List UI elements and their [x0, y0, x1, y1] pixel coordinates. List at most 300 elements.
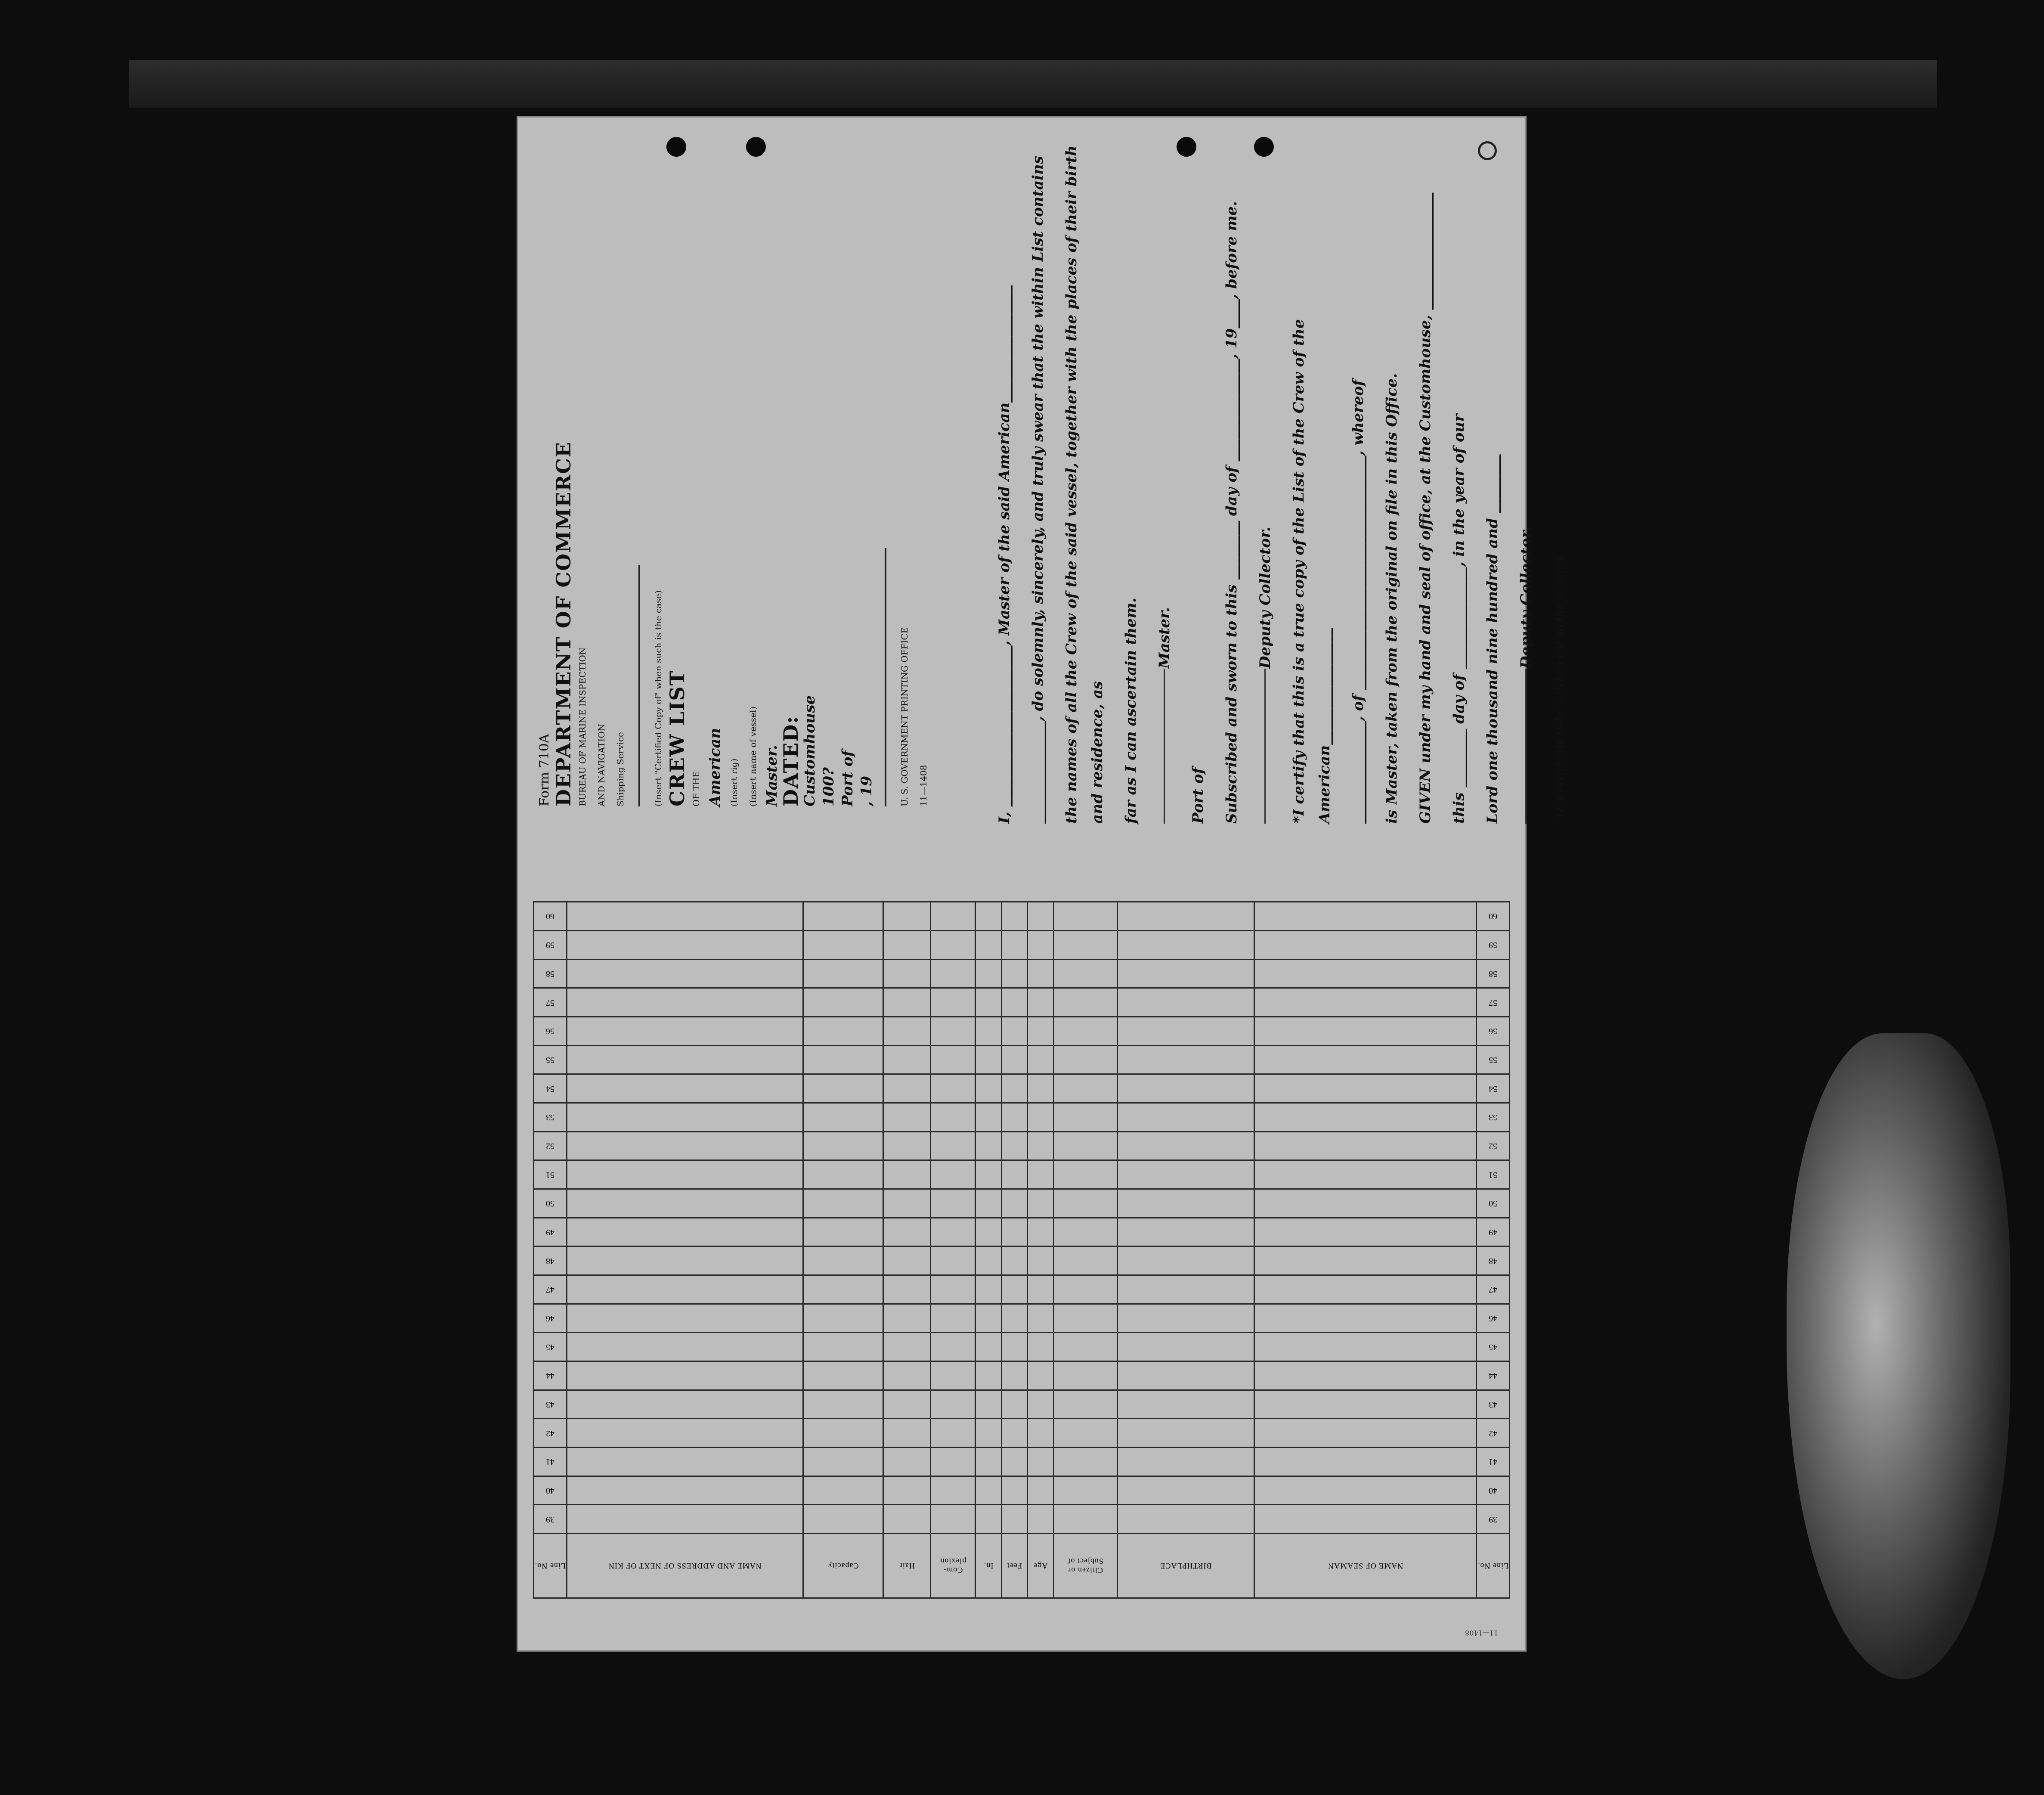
- table-cell: [883, 1275, 931, 1304]
- table-cell: [883, 959, 931, 988]
- table-cell: [883, 1074, 931, 1103]
- table-cell: [1028, 1045, 1053, 1074]
- table-cell: [1053, 959, 1117, 988]
- table-cell: [976, 1419, 1001, 1448]
- line-number: 46: [1477, 1304, 1510, 1333]
- table-cell: [567, 1074, 803, 1103]
- table-cell: [883, 1447, 931, 1476]
- table-cell: [976, 1074, 1001, 1103]
- line-number: 47: [534, 1275, 567, 1304]
- line-number: 53: [1477, 1103, 1510, 1132]
- table-cell: [883, 1333, 931, 1361]
- table-cell: [1001, 1189, 1027, 1218]
- table-cell: [931, 1419, 976, 1448]
- table-cell: [931, 1246, 976, 1275]
- table-cell: [1254, 1505, 1477, 1534]
- vessel-note: (Insert name of vessel): [748, 706, 758, 806]
- table-cell: [1117, 1132, 1254, 1160]
- line-number: 48: [534, 1246, 567, 1275]
- table-row: [534, 1304, 1510, 1333]
- table-cell: [976, 1304, 1001, 1333]
- table-cell: [803, 1333, 883, 1361]
- table-cell: [1001, 930, 1027, 959]
- line-number: 43: [534, 1390, 567, 1419]
- table-cell: [883, 1132, 931, 1160]
- table-cell: [567, 1390, 803, 1419]
- table-cell: [1001, 1447, 1027, 1476]
- table-row: [534, 902, 1510, 931]
- line-number: 59: [1477, 930, 1510, 959]
- header-line-no-right: Line No.: [534, 1534, 567, 1598]
- table-cell: [1001, 1246, 1027, 1275]
- header-hair: Hair: [883, 1534, 931, 1598]
- table-cell: [1254, 902, 1477, 931]
- given-line: Lord one thousand nine hundred and ________: [1484, 454, 1501, 824]
- handwritten-mark: 100?: [820, 767, 837, 806]
- table-cell: [976, 1390, 1001, 1419]
- bureau-line: BUREAU OF MARINE INSPECTION: [577, 647, 588, 806]
- table-cell: [567, 1419, 803, 1448]
- table-cell: [1254, 1132, 1477, 1160]
- table-cell: [1053, 1476, 1117, 1505]
- deputy-collector-label: Deputy Collector.: [1257, 527, 1274, 669]
- master-label: Master.: [763, 745, 780, 806]
- header-line-no: Line No.: [1477, 1534, 1510, 1598]
- table-cell: [1053, 1419, 1117, 1448]
- table-row: [534, 930, 1510, 959]
- crew-table: [533, 901, 1510, 1599]
- table-cell: [931, 1189, 976, 1218]
- line-number: 44: [1477, 1361, 1510, 1390]
- table-cell: [976, 1476, 1001, 1505]
- table-cell: [1053, 1045, 1117, 1074]
- table-row: [534, 1361, 1510, 1390]
- table-row: [534, 1246, 1510, 1275]
- table-cell: [803, 1045, 883, 1074]
- line-number: 44: [534, 1361, 567, 1390]
- table-cell: [976, 1275, 1001, 1304]
- table-cell: [1117, 1074, 1254, 1103]
- table-cell: [883, 1476, 931, 1505]
- table-cell: [931, 902, 976, 931]
- form-number: Form 710A: [537, 734, 552, 806]
- line-number: 60: [1477, 902, 1510, 931]
- table-cell: [883, 988, 931, 1017]
- line-number: 57: [534, 988, 567, 1017]
- table-cell: [1053, 1390, 1117, 1419]
- header-capacity: Capacity: [803, 1534, 883, 1598]
- table-cell: [1254, 1074, 1477, 1103]
- table-cell: [803, 1447, 883, 1476]
- table-cell: [931, 1275, 976, 1304]
- table-cell: [1117, 1045, 1254, 1074]
- table-cell: [1117, 1017, 1254, 1045]
- table-cell: [883, 1218, 931, 1246]
- header-complexion: Com-plexion: [931, 1534, 976, 1598]
- table-row: [534, 1074, 1510, 1103]
- line-number: 49: [1477, 1218, 1510, 1246]
- table-cell: [1001, 1160, 1027, 1189]
- of-the-label: OF THE: [691, 771, 701, 806]
- form-code: 11—1408: [1465, 1629, 1499, 1637]
- header-next-of-kin: NAME AND ADDRESS OF NEXT OF KIN: [567, 1534, 803, 1598]
- table-cell: [1028, 1447, 1053, 1476]
- dated-label: DATED:: [779, 715, 802, 806]
- table-cell: [1028, 1419, 1053, 1448]
- table-cell: [1053, 1218, 1117, 1246]
- table-row: [534, 1103, 1510, 1132]
- table-cell: [803, 1017, 883, 1045]
- table-cell: [1117, 902, 1254, 931]
- table-row: [534, 1017, 1510, 1045]
- table-cell: [1254, 1447, 1477, 1476]
- line-number: 40: [1477, 1476, 1510, 1505]
- table-cell: [567, 1304, 803, 1333]
- table-cell: [1028, 1390, 1053, 1419]
- table-cell: [1028, 1160, 1053, 1189]
- table-cell: [931, 1505, 976, 1534]
- table-cell: [1001, 1218, 1027, 1246]
- line-number: 52: [534, 1132, 567, 1160]
- table-cell: [976, 902, 1001, 931]
- table-cell: [567, 1160, 803, 1189]
- table-cell: [1117, 1218, 1254, 1246]
- table-cell: [803, 1074, 883, 1103]
- table-cell: [883, 1160, 931, 1189]
- table-cell: [803, 959, 883, 988]
- table-cell: [567, 988, 803, 1017]
- table-cell: [1117, 1505, 1254, 1534]
- crew-list-form: [517, 116, 1565, 1652]
- oath-line: far as I can ascertain them.: [1122, 598, 1140, 824]
- printer-line: U. S. GOVERNMENT PRINTING OFFICE: [899, 627, 910, 806]
- table-cell: [1117, 930, 1254, 959]
- table-cell: [803, 1419, 883, 1448]
- line-number: 55: [534, 1045, 567, 1074]
- table-cell: [931, 959, 976, 988]
- line-number: 46: [534, 1304, 567, 1333]
- table-cell: [1254, 1246, 1477, 1275]
- table-cell: [1254, 1160, 1477, 1189]
- oath-line: the names of all the Crew of the said vessel, together with the places of their birth and residence, as: [1063, 145, 1106, 824]
- table-cell: [976, 1218, 1001, 1246]
- line-number: 42: [534, 1419, 567, 1448]
- table-cell: [567, 1103, 803, 1132]
- table-cell: [1254, 988, 1477, 1017]
- department-name: DEPARTMENT OF COMMERCE: [552, 441, 575, 806]
- table-cell: [931, 988, 976, 1017]
- line-number: 45: [534, 1333, 567, 1361]
- table-cell: [803, 1218, 883, 1246]
- table-cell: [883, 1103, 931, 1132]
- table-cell: [1117, 1304, 1254, 1333]
- table-cell: [1028, 1218, 1053, 1246]
- line-number: 58: [534, 959, 567, 988]
- line-number: 49: [534, 1218, 567, 1246]
- table-cell: [1053, 1333, 1117, 1361]
- line-number: 53: [534, 1103, 567, 1132]
- table-cell: [1001, 959, 1027, 988]
- table-cell: [1254, 1419, 1477, 1448]
- table-cell: [1053, 1447, 1117, 1476]
- table-cell: [931, 1447, 976, 1476]
- table-cell: [976, 1246, 1001, 1275]
- table-cell: [1001, 902, 1027, 931]
- line-number: 39: [1477, 1505, 1510, 1534]
- table-row: [534, 988, 1510, 1017]
- table-cell: [1028, 1132, 1053, 1160]
- table-cell: [931, 1103, 976, 1132]
- line-number: 39: [534, 1505, 567, 1534]
- table-cell: [1254, 1103, 1477, 1132]
- line-number: 50: [1477, 1189, 1510, 1218]
- line-number: 51: [534, 1160, 567, 1189]
- table-cell: [1001, 1390, 1027, 1419]
- table-cell: [803, 1160, 883, 1189]
- line-number: 54: [534, 1074, 567, 1103]
- deputy-collector-label: Deputy Collector.: [1518, 527, 1535, 669]
- table-cell: [1117, 1476, 1254, 1505]
- table-cell: [1117, 1160, 1254, 1189]
- table-cell: [1001, 1304, 1027, 1333]
- table-cell: [1053, 1361, 1117, 1390]
- table-cell: [1001, 1132, 1027, 1160]
- table-cell: [1001, 1333, 1027, 1361]
- table-cell: [976, 1447, 1001, 1476]
- cover-panel: [535, 247, 929, 806]
- table-cell: [1028, 1333, 1053, 1361]
- table-row: [534, 1132, 1510, 1160]
- line-number: 41: [534, 1447, 567, 1476]
- table-cell: [803, 1361, 883, 1390]
- table-cell: [1028, 1246, 1053, 1275]
- port-of-label: Port of: [839, 750, 856, 806]
- bureau-line: AND NAVIGATION: [596, 723, 607, 806]
- table-cell: [1028, 959, 1053, 988]
- table-cell: [931, 1132, 976, 1160]
- table-row: [534, 1045, 1510, 1074]
- table-cell: [883, 1017, 931, 1045]
- table-row: [534, 1476, 1510, 1505]
- table-cell: [1053, 1304, 1117, 1333]
- table-cell: [1028, 902, 1053, 931]
- subscribed-line: Subscribed and sworn to this ________ day of ______________, 19____, before me.: [1223, 201, 1240, 824]
- table-cell: [1117, 959, 1254, 988]
- table-cell: [803, 1189, 883, 1218]
- table-cell: [1028, 1017, 1053, 1045]
- form-code: 11—1408: [918, 765, 929, 806]
- line-number: 52: [1477, 1132, 1510, 1160]
- table-cell: [883, 1390, 931, 1419]
- table-cell: [1117, 1333, 1254, 1361]
- table-cell: [1117, 1361, 1254, 1390]
- table-cell: [931, 1045, 976, 1074]
- table-cell: [1053, 988, 1117, 1017]
- line-number: 58: [1477, 959, 1510, 988]
- table-cell: [931, 1160, 976, 1189]
- table-cell: [567, 1505, 803, 1534]
- table-cell: [976, 988, 1001, 1017]
- table-cell: [1254, 1189, 1477, 1218]
- table-row: [534, 1447, 1510, 1476]
- line-number: 56: [534, 1017, 567, 1045]
- certify-line: is Master, taken from the original on file in this Office.: [1383, 373, 1400, 824]
- line-number: 59: [534, 930, 567, 959]
- oath-line: ______________, do solemnly, sincerely, and truly swear that the within List contains: [1029, 156, 1047, 824]
- table-row: [534, 1505, 1510, 1534]
- table-cell: [1053, 1189, 1117, 1218]
- line-number: 56: [1477, 1017, 1510, 1045]
- table-cell: [803, 1505, 883, 1534]
- header-citizen: Citizen or Subject of: [1053, 1534, 1117, 1598]
- table-cell: [567, 959, 803, 988]
- table-cell: [803, 1476, 883, 1505]
- table-row: [534, 1189, 1510, 1218]
- table-cell: [883, 1246, 931, 1275]
- table-row: [534, 1390, 1510, 1419]
- table-cell: [931, 1074, 976, 1103]
- table-cell: [1028, 930, 1053, 959]
- table-cell: [803, 1246, 883, 1275]
- line-number: 48: [1477, 1246, 1510, 1275]
- header-inches: In.: [976, 1534, 1001, 1598]
- table-cell: [883, 902, 931, 931]
- table-cell: [1028, 988, 1053, 1017]
- certify-line: ______________, of ________________________________, whereof: [1350, 380, 1367, 824]
- line-number: 40: [534, 1476, 567, 1505]
- line-number: 54: [1477, 1074, 1510, 1103]
- header-name-of-seaman: NAME OF SEAMAN: [1254, 1534, 1477, 1598]
- header-birthplace: BIRTHPLACE: [1117, 1534, 1254, 1598]
- table-cell: [1053, 1160, 1117, 1189]
- table-cell: [1001, 1419, 1027, 1448]
- line-number: 55: [1477, 1045, 1510, 1074]
- table-cell: [803, 1275, 883, 1304]
- table-cell: [1254, 1017, 1477, 1045]
- table-cell: [567, 1017, 803, 1045]
- service-line: Shipping Service: [615, 732, 626, 806]
- divider: [638, 565, 640, 806]
- table-cell: [567, 1218, 803, 1246]
- line-number: 60: [534, 902, 567, 931]
- table-row: [534, 1333, 1510, 1361]
- table-cell: [976, 1045, 1001, 1074]
- table-cell: [567, 1189, 803, 1218]
- table-cell: [1001, 1074, 1027, 1103]
- footnote: *This certificate to be stricken out on the Original.: [1554, 553, 1565, 824]
- table-cell: [976, 1189, 1001, 1218]
- customhouse-label: Customhouse: [801, 695, 818, 806]
- line-number: 51: [1477, 1160, 1510, 1189]
- table-cell: [931, 1333, 976, 1361]
- table-row: [534, 1160, 1510, 1189]
- table-cell: [931, 1390, 976, 1419]
- table-cell: [883, 1361, 931, 1390]
- table-cell: [883, 930, 931, 959]
- table-cell: [1028, 1275, 1053, 1304]
- table-cell: [976, 1333, 1001, 1361]
- table-cell: [976, 1132, 1001, 1160]
- certified-note: (Insert "Certified Copy of" when such is the case): [653, 590, 663, 806]
- table-cell: [1001, 1103, 1027, 1132]
- header-age: Age: [1028, 1534, 1053, 1598]
- table-cell: [1001, 1017, 1027, 1045]
- line-number: 45: [1477, 1333, 1510, 1361]
- given-line: this ________ day of ______________, in the year of our: [1450, 414, 1468, 824]
- table-cell: [1254, 1390, 1477, 1419]
- crew-list-title: CREW LIST: [666, 670, 689, 806]
- table-cell: [567, 1447, 803, 1476]
- table-cell: [1254, 1361, 1477, 1390]
- table-cell: [1028, 1361, 1053, 1390]
- table-cell: [1053, 1074, 1117, 1103]
- table-cell: [803, 1103, 883, 1132]
- table-cell: [883, 1045, 931, 1074]
- table-cell: [1117, 1419, 1254, 1448]
- table-cell: [1117, 1246, 1254, 1275]
- table-cell: [1053, 1246, 1117, 1275]
- table-cell: [567, 930, 803, 959]
- table-cell: [1117, 1390, 1254, 1419]
- table-cell: [1001, 1275, 1027, 1304]
- table-cell: [803, 930, 883, 959]
- table-cell: [1117, 1447, 1254, 1476]
- table-cell: [1028, 1304, 1053, 1333]
- rig-note: (Insert rig): [729, 758, 739, 806]
- line-number: 57: [1477, 988, 1510, 1017]
- table-cell: [883, 1419, 931, 1448]
- table-cell: [1254, 1275, 1477, 1304]
- divider: [885, 548, 886, 806]
- year-label: , 19: [858, 776, 875, 806]
- certify-line: *I certify that this is a true copy of the List of the Crew of the American________________: [1290, 319, 1333, 824]
- line-number: 41: [1477, 1447, 1510, 1476]
- table-cell: [1053, 902, 1117, 931]
- table-cell: [803, 988, 883, 1017]
- table-cell: [976, 930, 1001, 959]
- table-cell: [1001, 1361, 1027, 1390]
- form-upper-half: [518, 118, 1565, 893]
- line-number: 47: [1477, 1275, 1510, 1304]
- table-cell: [1254, 1218, 1477, 1246]
- table-cell: [931, 1476, 976, 1505]
- table-cell: [883, 1304, 931, 1333]
- table-cell: [976, 1505, 1001, 1534]
- table-row: [534, 1275, 1510, 1304]
- header-feet: Feet: [1001, 1534, 1027, 1598]
- table-cell: [1254, 1476, 1477, 1505]
- table-cell: [567, 1275, 803, 1304]
- table-cell: [567, 1361, 803, 1390]
- line-number: 50: [534, 1189, 567, 1218]
- table-cell: [1254, 1045, 1477, 1074]
- line-number: 42: [1477, 1419, 1510, 1448]
- table-cell: [931, 1361, 976, 1390]
- table-cell: [567, 1132, 803, 1160]
- table-cell: [1254, 1333, 1477, 1361]
- table-cell: [567, 1246, 803, 1275]
- line-number: 43: [1477, 1390, 1510, 1419]
- table-cell: [1028, 1103, 1053, 1132]
- table-cell: [567, 1045, 803, 1074]
- table-cell: [803, 1132, 883, 1160]
- table-cell: [1053, 1017, 1117, 1045]
- table-cell: [803, 1390, 883, 1419]
- table-cell: [567, 1333, 803, 1361]
- given-line: GIVEN under my hand and seal of office, at the Customhouse, ________________: [1417, 192, 1434, 824]
- table-cell: [803, 1304, 883, 1333]
- table-row: [534, 1218, 1510, 1246]
